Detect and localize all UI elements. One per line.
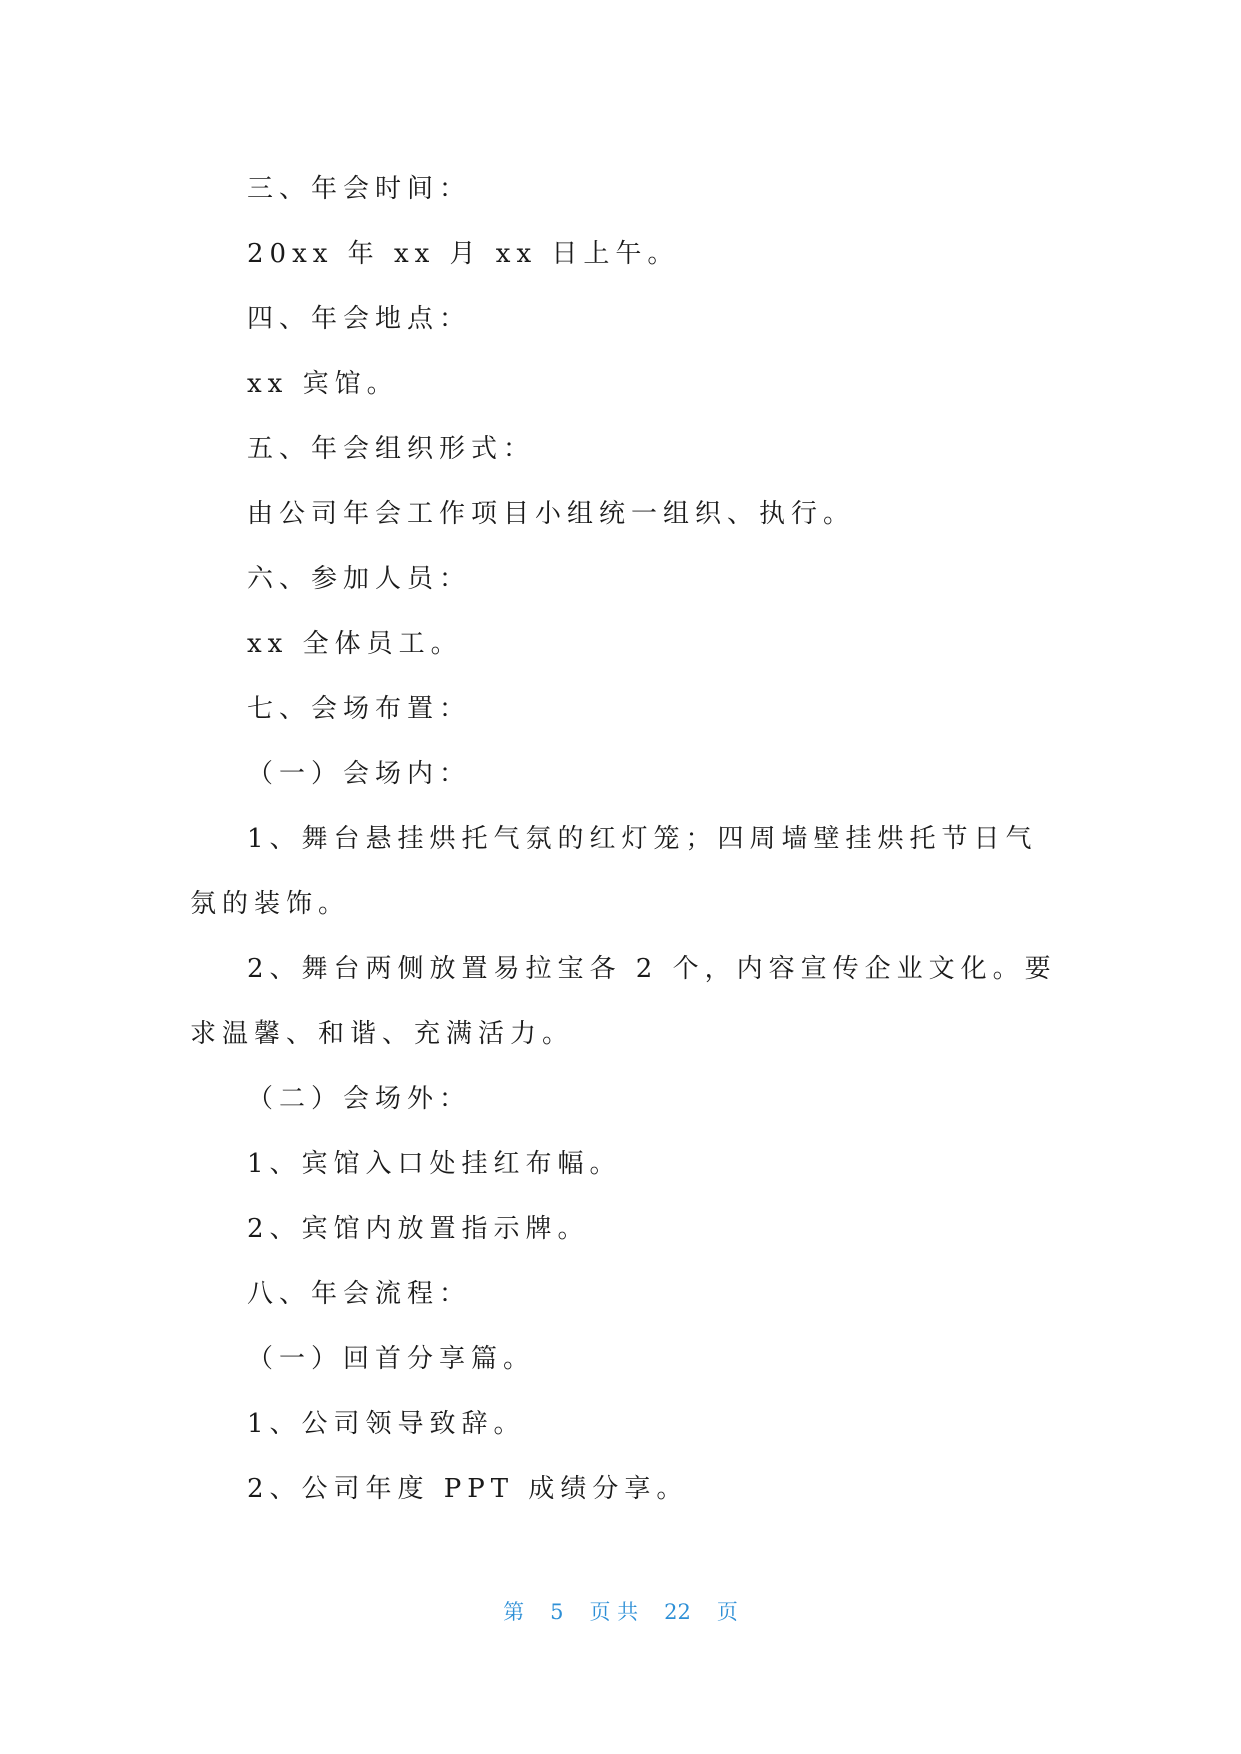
heading-organization-form: 五、年会组织形式： [247, 434, 536, 464]
heading-annual-meeting-time: 三、年会时间： [247, 174, 472, 204]
subheading-review-sharing: （一）回首分享篇。 [247, 1344, 536, 1374]
subheading-inside-venue: （一）会场内： [247, 759, 472, 789]
paragraph-agenda-item-1: 1、公司领导致辞。 [247, 1409, 526, 1439]
footer-middle: 页 共 [589, 1600, 639, 1624]
paragraph-organization: 由公司年会工作项目小组统一组织、执行。 [247, 499, 856, 529]
paragraph-agenda-item-2: 2、公司年度 PPT 成绩分享。 [247, 1474, 689, 1504]
paragraph-outside-item-2: 2、宾馆内放置指示牌。 [247, 1214, 590, 1244]
paragraph-participants: xx 全体员工。 [247, 629, 463, 659]
footer-prefix: 第 [503, 1600, 525, 1624]
heading-annual-meeting-venue: 四、年会地点： [247, 304, 472, 334]
paragraph-inside-item-2: 2、舞台两侧放置易拉宝各 2 个，内容宣传企业文化。要求温馨、和谐、充满活力。 [190, 954, 1057, 1049]
subheading-outside-venue: （二）会场外： [247, 1084, 472, 1114]
page-footer [0, 1596, 1241, 1626]
heading-participants: 六、参加人员： [247, 564, 472, 594]
paragraph-venue: xx 宾馆。 [247, 369, 399, 399]
footer-current-page: 5 [550, 1600, 564, 1624]
footer-suffix: 页 [716, 1600, 738, 1624]
heading-venue-decoration: 七、会场布置： [247, 694, 472, 724]
heading-meeting-agenda: 八、年会流程： [247, 1279, 472, 1309]
footer-total-pages: 22 [664, 1600, 691, 1624]
document-body [190, 157, 1060, 1522]
paragraph-meeting-date: 20xx 年 xx 月 xx 日上午。 [247, 239, 680, 269]
paragraph-inside-item-1: 1、舞台悬挂烘托气氛的红灯笼；四周墙壁挂烘托节日气氛的装饰。 [190, 824, 1038, 919]
paragraph-outside-item-1: 1、宾馆入口处挂红布幅。 [247, 1149, 622, 1179]
